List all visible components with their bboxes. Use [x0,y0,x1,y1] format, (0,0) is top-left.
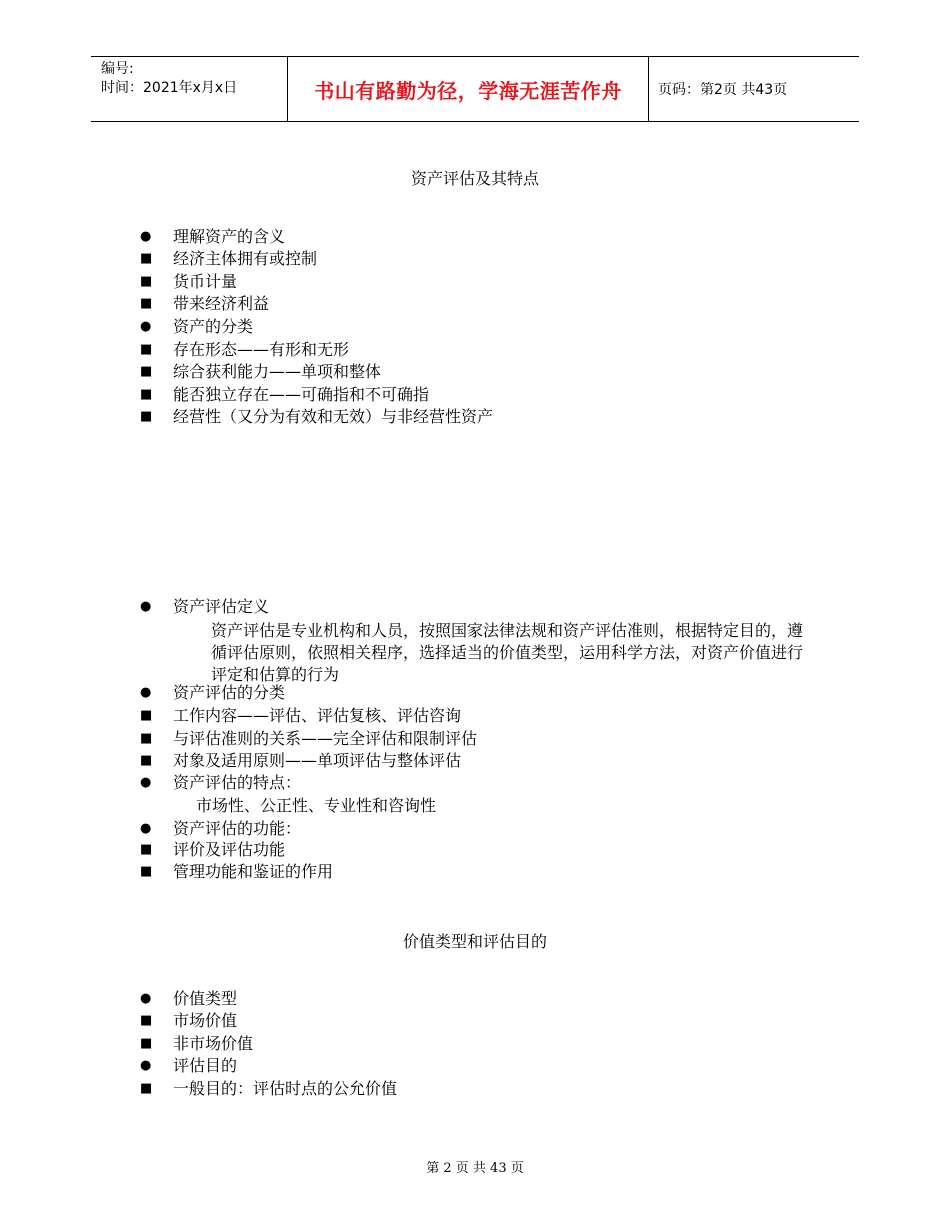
list-item: ● 理解资产的含义 [140,227,286,246]
list-item: ■ 对象及适用原则——单项评估与整体评估 [140,751,462,770]
bullet: ■ [140,364,153,379]
list-item: ■ 市场价值 [140,1011,238,1030]
list-item: ■ 存在形态——有形和无形 [140,340,350,359]
bullet: ■ [140,274,153,289]
header-page-label: 页码：第2页 共43页 [658,82,788,98]
bullet: ■ [140,708,153,723]
bullet: ■ [140,1036,153,1051]
bullet: ■ [140,296,153,311]
list-item: ■ 经济主体拥有或控制 [140,249,318,268]
features-text: 市场性、公正性、专业性和咨询性 [196,796,437,815]
page-header [91,56,859,122]
list-item: ● 价值类型 [140,989,238,1008]
time-label: 时间：2021年x月x日 [101,80,238,96]
bullet: ● [140,775,152,790]
header-info [91,57,287,121]
list-item: ● 资产的分类 [140,317,254,336]
bullet: ■ [140,387,153,402]
bullet: ■ [140,842,153,857]
list-item: ■ 管理功能和鉴证的作用 [140,862,334,881]
bullet: ● [140,991,152,1006]
bullet: ■ [140,731,153,746]
bullet: ● [140,685,152,700]
list-item: ● 资产评估的特点： [140,773,302,792]
bullet: ● [140,1058,152,1073]
header-motto: 书山有路勤为径，学海无涯苦作舟 [287,57,649,121]
bullet: ● [140,229,152,244]
list-item: ■ 评价及评估功能 [140,840,286,859]
list-item: ■ 非市场价值 [140,1034,254,1053]
bullet: ● [140,821,152,836]
list-item: ● 资产评估定义 [140,597,270,616]
bullet: ■ [140,251,153,266]
list-item: ■ 与评估准则的关系——完全评估和限制评估 [140,729,478,748]
list-item: ■ 综合获利能力——单项和整体 [140,362,382,381]
list-item: ■ 工作内容——评估、评估复核、评估咨询 [140,706,462,725]
bullet: ● [140,599,152,614]
list-item: ■ 带来经济利益 [140,294,270,313]
list-item: ■ 货币计量 [140,272,238,291]
list-item: ● 评估目的 [140,1056,238,1075]
list-item: ■ 能否独立存在——可确指和不可确指 [140,385,430,404]
number-label: 编号: [101,61,134,77]
section-title-value-types: 价值类型和评估目的 [402,932,547,951]
bullet: ■ [140,1013,153,1028]
bullet: ■ [140,342,153,357]
list-item: ● 资产评估的分类 [140,683,286,702]
bullet: ● [140,319,152,334]
definition-paragraph: 资产评估是专业机构和人员，按照国家法律法规和资产评估准则，根据特定目的，遵循评估原则，依照相关程序，选择适当的价值类型，运用科学方法，对资产价值进行评定和估算的行为 [211,621,804,684]
bullet: ■ [140,1081,153,1096]
list-item: ■ 经营性（又分为有效和无效）与非经营性资产 [140,407,494,426]
bullet: ■ [140,753,153,768]
bullet: ■ [140,409,153,424]
page-footer: 第 2 页 共 43 页 [426,1161,524,1176]
list-item: ■ 一般目的：评估时点的公允价值 [140,1079,398,1098]
bullet: ■ [140,864,153,879]
section-title-asset-appraisal: 资产评估及其特点 [410,169,539,188]
list-item: ● 资产评估的功能： [140,819,302,838]
